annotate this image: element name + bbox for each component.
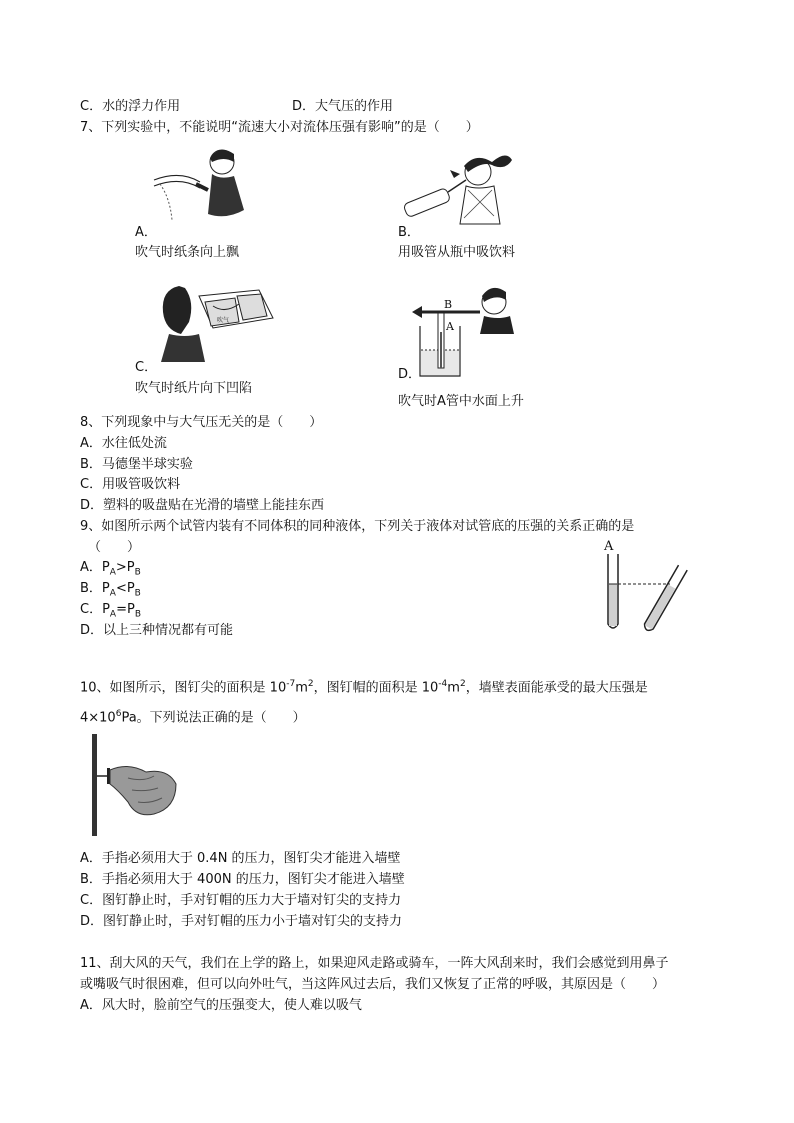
q7-option-a-letter: A． bbox=[135, 225, 157, 240]
q6-option-d: D．大气压的作用 bbox=[292, 99, 394, 114]
q7-figure-d-label-a: A bbox=[446, 320, 454, 333]
q8-option-a: A．水往低处流 bbox=[80, 436, 167, 451]
q8-option-d: D．塑料的吸盘贴在光滑的墙壁上能挂东西 bbox=[80, 498, 325, 513]
q7-option-b-letter: B． bbox=[398, 225, 420, 240]
q9-option-d: D．以上三种情况都有可能 bbox=[80, 623, 234, 638]
q10-line1: 10、如图所示，图钉尖的面积是 $10^{-7}m^2$，图钉帽的面积是 $10^{-4}m^2$，墙壁表面能承受的最大压强是 bbox=[80, 679, 648, 696]
q7-option-d-text: 吹气时A管中水面上升 bbox=[398, 394, 524, 409]
q9-test-tubes-figure bbox=[598, 536, 694, 636]
q9-stem: 9、如图所示两个试管内装有不同体积的同种液体，下列关于液体对试管底的压强的关系正确的是 bbox=[80, 519, 635, 534]
q10-option-d: D．图钉静止时，手对钉帽的压力小于墙对钉尖的支持力 bbox=[80, 914, 403, 929]
q7-figure-a bbox=[150, 140, 270, 230]
q9-figure-label: A bbox=[604, 539, 614, 554]
q7-option-b-text: 用吸管从瓶中吸饮料 bbox=[398, 245, 516, 260]
q10-option-a: A．手指必须用大于 0.4N 的压力，图钉尖才能进入墙壁 bbox=[80, 851, 401, 866]
q9-paren: （ ） bbox=[88, 540, 141, 555]
q8-option-c: C．用吸管吸饮料 bbox=[80, 477, 181, 492]
q11-line1: 11、刮大风的天气，我们在上学的路上，如果迎风走路或骑车，一阵大风刮来时，我们会感觉到用鼻子 bbox=[80, 956, 669, 971]
q10-thumbtack-figure bbox=[88, 732, 180, 838]
q7-figure-c bbox=[155, 282, 275, 362]
q7-option-d-letter: D． bbox=[398, 367, 422, 382]
q9-option-b: B．$P_A<P_B$ bbox=[80, 581, 141, 599]
q10-line2: $4\times 10^6Pa$。下列说法正确的是（ ） bbox=[80, 709, 306, 726]
q11-line2: 或嘴吸气时很困难，但可以向外吐气，当这阵风过去后，我们又恢复了正常的呼吸，其原因是（ ） bbox=[80, 977, 666, 992]
q7-figure-b bbox=[398, 140, 528, 230]
q6-option-c: C．水的浮力作用 bbox=[80, 99, 181, 114]
q8-stem: 8、下列现象中与大气压无关的是（ ） bbox=[80, 415, 323, 430]
q9-option-a: A．$P_A>P_B$ bbox=[80, 560, 141, 578]
q7-figure-d bbox=[408, 272, 520, 382]
q7-stem: 7、下列实验中，不能说明“流速大小对流体压强有影响”的是（ ） bbox=[80, 120, 479, 135]
q7-option-c-letter: C． bbox=[135, 360, 158, 375]
q7-figure-d-label-b: B bbox=[444, 298, 453, 311]
q10-option-b: B．手指必须用大于 400N 的压力，图钉尖才能进入墙壁 bbox=[80, 872, 405, 887]
q7-option-a-text: 吹气时纸条向上飘 bbox=[135, 245, 240, 260]
q10-option-c: C．图钉静止时，手对钉帽的压力大于墙对钉尖的支持力 bbox=[80, 893, 402, 908]
q8-option-b: B．马德堡半球实验 bbox=[80, 457, 193, 472]
q7-option-c-text: 吹气时纸片向下凹陷 bbox=[135, 381, 253, 396]
q7-figure-c-label: 吹气 bbox=[217, 317, 230, 324]
q9-option-c: C．$P_A=P_B$ bbox=[80, 602, 142, 620]
q11-option-a: A．风大时，脸前空气的压强变大，使人难以吸气 bbox=[80, 998, 362, 1013]
